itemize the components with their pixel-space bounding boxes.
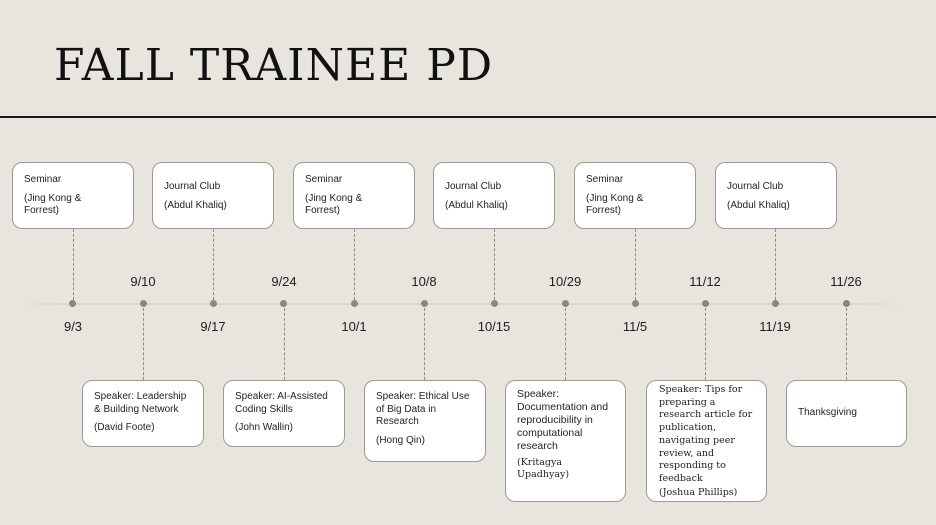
date-label: 11/5 <box>622 319 648 334</box>
event-presenter: (Jing Kong & Forrest) <box>24 192 82 216</box>
event-title: Seminar <box>24 174 62 185</box>
event-presenter: (Abdul Khaliq) <box>445 199 508 211</box>
timeline-dot-10-15 <box>491 300 498 307</box>
connector-down <box>565 308 566 380</box>
event-title: Speaker: Tips for preparing a research article for publication, navigating peer review, and responding to feedback <box>659 384 753 484</box>
date-label: 10/29 <box>548 274 582 289</box>
event-card-journal-club <box>433 162 555 229</box>
event-card-seminar <box>293 162 415 229</box>
event-title: Seminar <box>305 174 343 185</box>
timeline-dot-10-29 <box>562 300 569 307</box>
event-card-speaker <box>646 380 767 502</box>
event-presenter: (Kritagya Upadhyay) <box>517 457 570 480</box>
timeline-dot-9-17 <box>210 300 217 307</box>
event-title: Seminar <box>586 174 624 185</box>
event-card-seminar <box>574 162 696 229</box>
connector-down <box>705 308 706 380</box>
event-title: Journal Club <box>445 181 502 192</box>
timeline-dot-9-10 <box>140 300 147 307</box>
date-label: 11/12 <box>689 274 721 289</box>
date-label: 9/10 <box>130 274 156 289</box>
event-presenter: (Joshua Phillips) <box>659 486 738 498</box>
event-card-speaker <box>223 380 345 447</box>
date-label: 9/3 <box>63 319 83 334</box>
event-presenter: (Jing Kong & Forrest) <box>586 192 644 216</box>
timeline-dot-11-5 <box>632 300 639 307</box>
event-card-speaker <box>364 380 486 462</box>
event-title: Speaker: Leadership & Building Network <box>94 391 187 415</box>
event-title: Speaker: AI-Assisted Coding Skills <box>235 391 328 415</box>
event-card-speaker <box>505 380 626 502</box>
timeline-dot-11-19 <box>772 300 779 307</box>
connector-down <box>846 308 847 380</box>
timeline-dot-9-3 <box>69 300 76 307</box>
event-title: Thanksgiving <box>798 407 857 418</box>
page-title: FALL TRAINEE PD <box>54 40 494 91</box>
date-label: 10/15 <box>477 319 511 334</box>
event-title: Speaker: Ethical Use of Big Data in Research <box>376 391 470 427</box>
date-label: 10/1 <box>341 319 367 334</box>
event-card-seminar <box>12 162 134 229</box>
event-presenter: (David Foote) <box>94 422 155 433</box>
connector-up <box>635 229 636 300</box>
date-label: 9/17 <box>200 319 226 334</box>
timeline-dot-10-8 <box>421 300 428 307</box>
event-presenter: (Hong Qin) <box>376 434 425 446</box>
event-card-holiday <box>786 380 907 447</box>
connector-up <box>73 229 74 300</box>
event-card-journal-club <box>152 162 274 229</box>
date-label: 11/19 <box>759 319 791 334</box>
event-title: Speaker: Documentation and reproducibility in computational research <box>517 388 609 452</box>
date-label: 10/8 <box>411 274 437 289</box>
connector-up <box>354 229 355 300</box>
event-title: Journal Club <box>164 181 221 192</box>
event-presenter: (Jing Kong & Forrest) <box>305 192 363 216</box>
connector-down <box>143 308 144 380</box>
connector-up <box>775 229 776 300</box>
connector-up <box>494 229 495 300</box>
event-card-speaker <box>82 380 204 447</box>
connector-up <box>213 229 214 300</box>
connector-down <box>424 308 425 380</box>
timeline-dot-9-24 <box>280 300 287 307</box>
event-presenter: (Abdul Khaliq) <box>164 199 227 211</box>
timeline-dot-10-1 <box>351 300 358 307</box>
title-divider <box>0 116 936 118</box>
event-card-journal-club <box>715 162 837 229</box>
event-presenter: (Abdul Khaliq) <box>727 199 790 211</box>
date-label: 11/26 <box>830 274 862 289</box>
timeline-dot-11-12 <box>702 300 709 307</box>
timeline-dot-11-26 <box>843 300 850 307</box>
event-title: Journal Club <box>727 181 784 192</box>
date-label: 9/24 <box>271 274 297 289</box>
event-presenter: (John Wallin) <box>235 422 293 433</box>
connector-down <box>284 308 285 380</box>
